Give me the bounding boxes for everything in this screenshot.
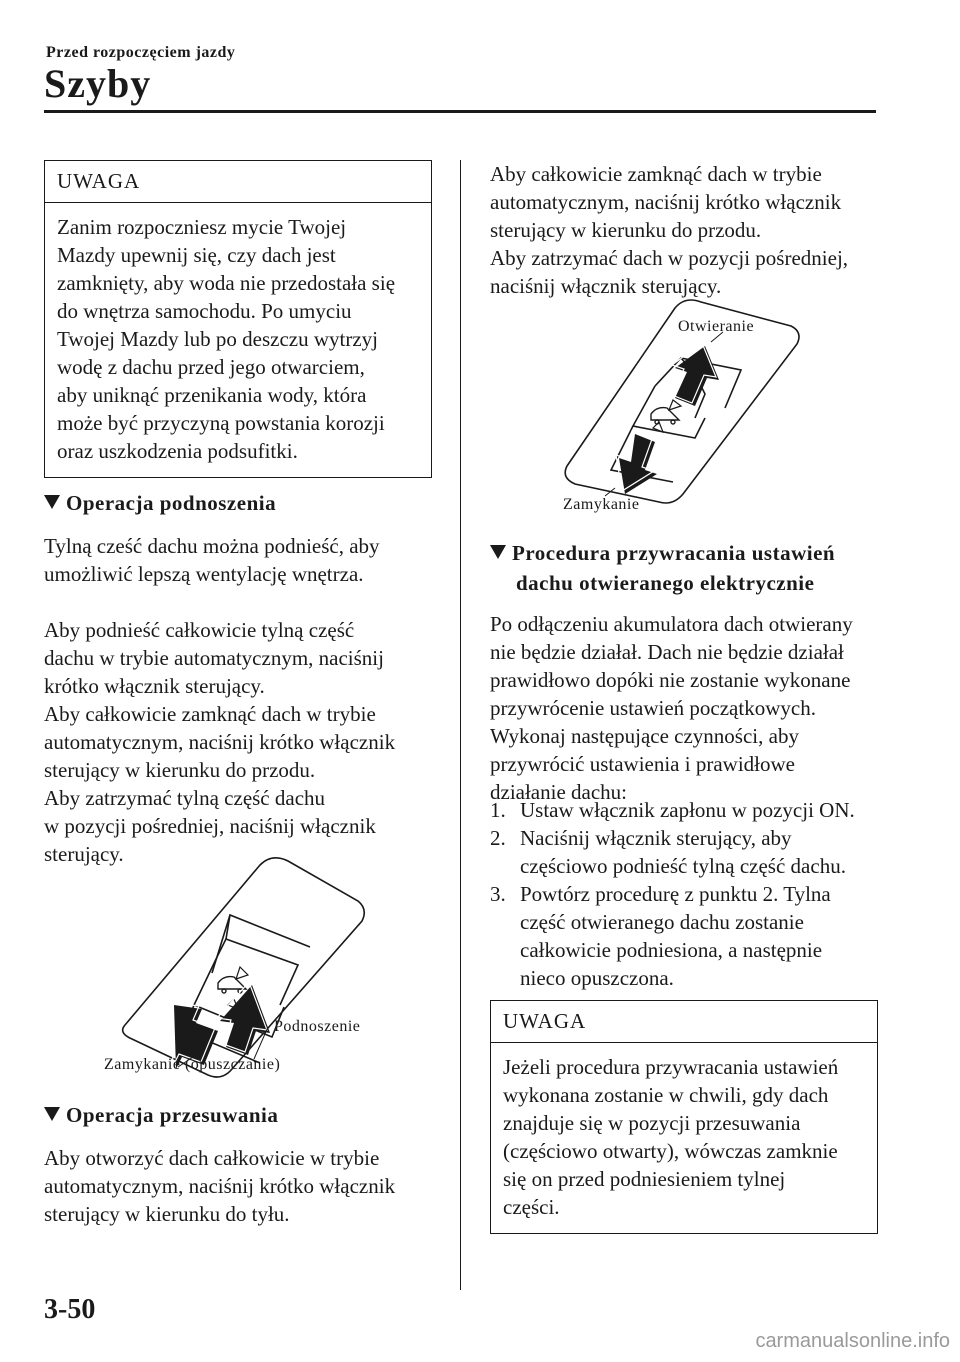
triangle-bullet-icon xyxy=(44,495,60,509)
triangle-bullet-icon xyxy=(490,545,506,559)
slide-heading xyxy=(44,1100,278,1130)
reset-heading xyxy=(490,538,835,598)
reset-step xyxy=(490,880,910,992)
page-number: 3-50 xyxy=(44,1294,96,1325)
figure-label-close: Zamykanie xyxy=(563,496,640,513)
car-roof-icon xyxy=(651,408,679,424)
tilt-instructions xyxy=(44,616,454,868)
tilt-heading-text: Operacja podnoszenia xyxy=(66,491,277,515)
step-text: Powtórz procedurę z punktu 2. Tylna część otwieranego dachu zostanie całkowicie podniesiona, a następnie nieco opuszczona. xyxy=(520,882,831,990)
reset-intro xyxy=(490,610,910,806)
column-divider xyxy=(460,160,461,1290)
figure-label-tilt-up: Podnoszenie xyxy=(274,1018,361,1035)
slide-instructions-text: Aby otworzyć dach całkowicie w trybie automatycznym, naciśnij krótko włącznik sterujący w kierunku do tyłu. xyxy=(44,1146,396,1226)
tilt-intro-text: Tylną cześć dachu można podnieść, aby umożliwić lepszą wentylację wnętrza. xyxy=(44,534,380,586)
page-title: Szyby xyxy=(44,61,152,106)
tilt-switch-figure xyxy=(100,855,400,1085)
tilt-instructions-text: Aby podnieść całkowicie tylną część dachu w trybie automatycznym, naciśnij krótko włącznik sterujący. Aby całkowicie zamknąć dach w trybie automatycznym, naciśnij krótko włącznik sterujący w kierunku do przodu. Aby zatrzymać tylną część dachu w pozycji pośredniej, naciśnij włącznik sterujący. xyxy=(44,618,396,866)
reset-heading-line2: dachu otwieranego elektrycznie xyxy=(516,571,815,595)
caution-box-reset xyxy=(490,1000,878,1234)
step-text: Ustaw włącznik zapłonu w pozycji ON. xyxy=(520,798,855,822)
triangle-bullet-icon xyxy=(44,1107,60,1121)
step-number: 2. xyxy=(490,826,506,850)
slide-instructions-continued xyxy=(490,160,890,300)
caution-heading: UWAGA xyxy=(45,161,431,203)
title-rule xyxy=(44,110,876,113)
step-number: 1. xyxy=(490,798,506,822)
step-number: 3. xyxy=(490,882,506,906)
reset-heading-line1: Procedura przywracania ustawień xyxy=(512,541,836,565)
reset-steps-list xyxy=(490,796,910,992)
caution-box xyxy=(44,160,432,478)
figure-label-tilt-close: Zamykanie (opuszczanie) xyxy=(104,1056,281,1073)
caution-text: Jeżeli procedura przywracania ustawień wykonana zostanie w chwili, gdy dach znajduje się w pozycji przesuwania (częściowo otwarty), wówczas zamknie się on przed podniesieniem tylnej części. xyxy=(503,1055,839,1219)
section-label: Przed rozpoczęciem jazdy xyxy=(46,44,236,61)
tilt-intro xyxy=(44,532,444,588)
slide-instructions xyxy=(44,1144,454,1228)
open-arrow-icon xyxy=(672,343,719,406)
slide-instructions-continued-text: Aby całkowicie zamknąć dach w trybie automatycznym, naciśnij krótko włącznik sterujący w kierunku do przodu. Aby zatrzymać dach w pozycji pośredniej, naciśnij włącznik sterujący. xyxy=(490,162,849,298)
tilt-heading xyxy=(44,488,276,518)
reset-step xyxy=(490,824,910,880)
reset-step xyxy=(490,796,910,824)
caution-text: Zanim rozpoczniesz mycie Twojej Mazdy upewnij się, czy dach jest zamknięty, aby woda nie przedostała się do wnętrza samochodu. Po umyciu Twojej Mazdy lub po deszczu wytrzyj wodę z dachu przed jego otwarciem, aby uniknąć przenikania wody, która może być przyczyną powstania korozji oraz uszkodzenia podsufitki. xyxy=(57,215,396,463)
reset-intro-text: Po odłączeniu akumulatora dach otwierany nie będzie działał. Dach nie będzie działał prawidłowo dopóki nie zostanie wykonane przywrócenie ustawień początkowych. Wykonaj następujące czynności, aby przywrócić ustawienia i prawidłowe działanie dachu: xyxy=(490,612,853,804)
step-text: Naciśnij włącznik sterujący, aby częściowo podnieść tylną część dachu. xyxy=(520,826,846,878)
slide-heading-text: Operacja przesuwania xyxy=(66,1103,279,1127)
close-arrow-icon xyxy=(616,431,657,494)
caution-heading: UWAGA xyxy=(491,1001,877,1043)
figure-label-open: Otwieranie xyxy=(678,318,755,335)
watermark: carmanualsonline.info xyxy=(755,1330,950,1352)
